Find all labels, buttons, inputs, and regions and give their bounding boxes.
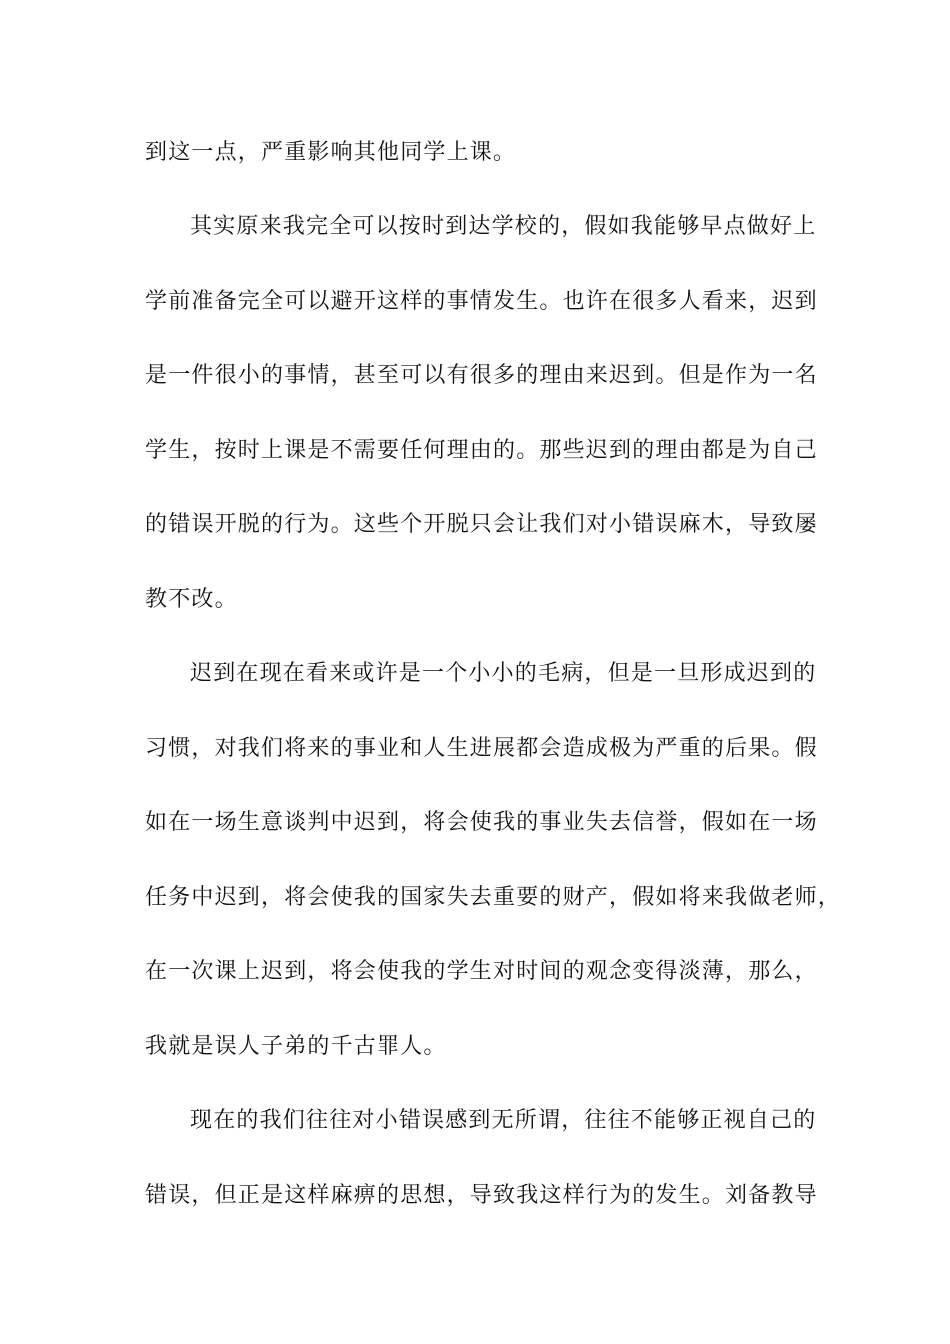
text-line: 是一件很小的事情，甚至可以有很多的理由来迟到。但是作为一名 xyxy=(145,363,818,388)
text-line: 的错误开脱的行为。这些个开脱只会让我们对小错误麻木，导致屡 xyxy=(145,512,818,537)
paragraph-first-line: 迟到在现在看来或许是一个小小的毛病，但是一旦形成迟到的 xyxy=(190,661,817,686)
paragraph-first-line: 现在的我们往往对小错误感到无所谓，往往不能够正视自己的 xyxy=(190,1108,817,1133)
text-line: 如在一场生意谈判中迟到，将会使我的事业失去信誉，假如在一场 xyxy=(145,810,818,835)
text-line: 学前准备完全可以避开这样的事情发生。也许在很多人看来，迟到 xyxy=(145,289,818,314)
text-line: 在一次课上迟到，将会使我的学生对时间的观念变得淡薄，那么， xyxy=(145,959,818,984)
text-line: 学生，按时上课是不需要任何理由的。那些迟到的理由都是为自己 xyxy=(145,438,818,463)
text-line: 到这一点，严重影响其他同学上课。 xyxy=(145,140,517,165)
paragraph-first-line: 其实原来我完全可以按时到达学校的，假如我能够早点做好上 xyxy=(190,214,817,239)
text-line: 教不改。 xyxy=(145,587,238,612)
text-line: 任务中迟到，将会使我的国家失去重要的财产，假如将来我做老师， xyxy=(145,885,842,910)
text-line: 习惯，对我们将来的事业和人生进展都会造成极为严重的后果。假 xyxy=(145,736,818,761)
text-line: 错误，但正是这样麻痹的思想，导致我这样行为的发生。刘备教导 xyxy=(145,1183,818,1208)
text-line: 我就是误人子弟的千古罪人。 xyxy=(145,1034,447,1059)
